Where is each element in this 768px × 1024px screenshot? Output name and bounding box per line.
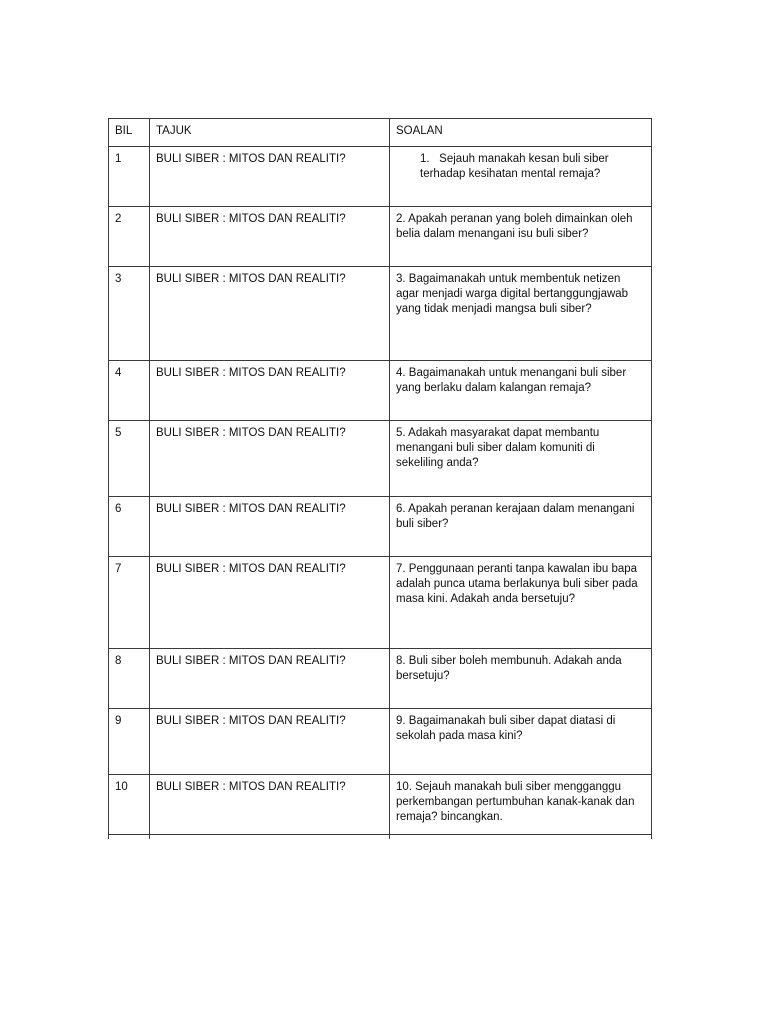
cell-tajuk: BULI SIBER : MITOS DAN REALITI?: [150, 147, 390, 207]
table-row: [109, 267, 652, 361]
cell-bil: 2: [109, 207, 150, 267]
cell-bil: 9: [109, 709, 150, 775]
table-row: [109, 147, 652, 207]
cell-soalan: 8. Buli siber boleh membunuh. Adakah anda bersetuju?: [390, 649, 652, 709]
cell-soalan: 1. Sejauh manakah kesan buli siber terhadap kesihatan mental remaja?: [390, 147, 652, 207]
cell-tajuk: BULI SIBER : MITOS DAN REALITI?: [150, 361, 390, 421]
header-soalan: SOALAN: [390, 119, 652, 147]
cell-tajuk: BULI SIBER : MITOS DAN REALITI?: [150, 775, 390, 835]
cell-tajuk: BULI SIBER : MITOS DAN REALITI?: [150, 207, 390, 267]
table-row: [109, 497, 652, 557]
table-row: [109, 361, 652, 421]
cell-bil: 10: [109, 775, 150, 835]
cell-tajuk: BULI SIBER : MITOS DAN REALITI?: [150, 709, 390, 775]
cell-bil: 8: [109, 649, 150, 709]
cell-soalan: 5. Adakah masyarakat dapat membantu menangani buli siber dalam komuniti di sekeliling anda?: [390, 421, 652, 497]
cell-soalan: 9. Bagaimanakah buli siber dapat diatasi di sekolah pada masa kini?: [390, 709, 652, 775]
table-row: [109, 421, 652, 497]
cell-tajuk: BULI SIBER : MITOS DAN REALITI?: [150, 649, 390, 709]
cell-soalan: 7. Penggunaan peranti tanpa kawalan ibu bapa adalah punca utama berlakunya buli siber pada masa kini. Adakah anda bersetuju?: [390, 557, 652, 649]
trailing-cell: [390, 835, 652, 840]
cell-bil: 4: [109, 361, 150, 421]
cell-bil: 1: [109, 147, 150, 207]
questions-table: [108, 118, 652, 839]
cell-tajuk: BULI SIBER : MITOS DAN REALITI?: [150, 497, 390, 557]
header-bil: BIL: [109, 119, 150, 147]
cell-soalan: 6. Apakah peranan kerajaan dalam menangani buli siber?: [390, 497, 652, 557]
cell-soalan: 3. Bagaimanakah untuk membentuk netizen agar menjadi warga digital bertanggungjawab yang tidak menjadi mangsa buli siber?: [390, 267, 652, 361]
cell-tajuk: BULI SIBER : MITOS DAN REALITI?: [150, 267, 390, 361]
table-row: [109, 649, 652, 709]
table-header-row: [109, 119, 652, 147]
table-row: [109, 557, 652, 649]
table-row: [109, 709, 652, 775]
table-trailing-row: [109, 835, 652, 840]
cell-bil: 6: [109, 497, 150, 557]
cell-soalan: 2. Apakah peranan yang boleh dimainkan oleh belia dalam menangani isu buli siber?: [390, 207, 652, 267]
cell-tajuk: BULI SIBER : MITOS DAN REALITI?: [150, 421, 390, 497]
table-row: [109, 207, 652, 267]
trailing-cell: [109, 835, 150, 840]
cell-bil: 3: [109, 267, 150, 361]
table-row: [109, 775, 652, 835]
cell-bil: 7: [109, 557, 150, 649]
cell-soalan: 4. Bagaimanakah untuk menangani buli siber yang berlaku dalam kalangan remaja?: [390, 361, 652, 421]
header-tajuk: TAJUK: [150, 119, 390, 147]
cell-bil: 5: [109, 421, 150, 497]
cell-tajuk: BULI SIBER : MITOS DAN REALITI?: [150, 557, 390, 649]
cell-soalan: 10. Sejauh manakah buli siber mengganggu perkembangan pertumbuhan kanak-kanak dan remaja? bincangkan.: [390, 775, 652, 835]
trailing-cell: [150, 835, 390, 840]
